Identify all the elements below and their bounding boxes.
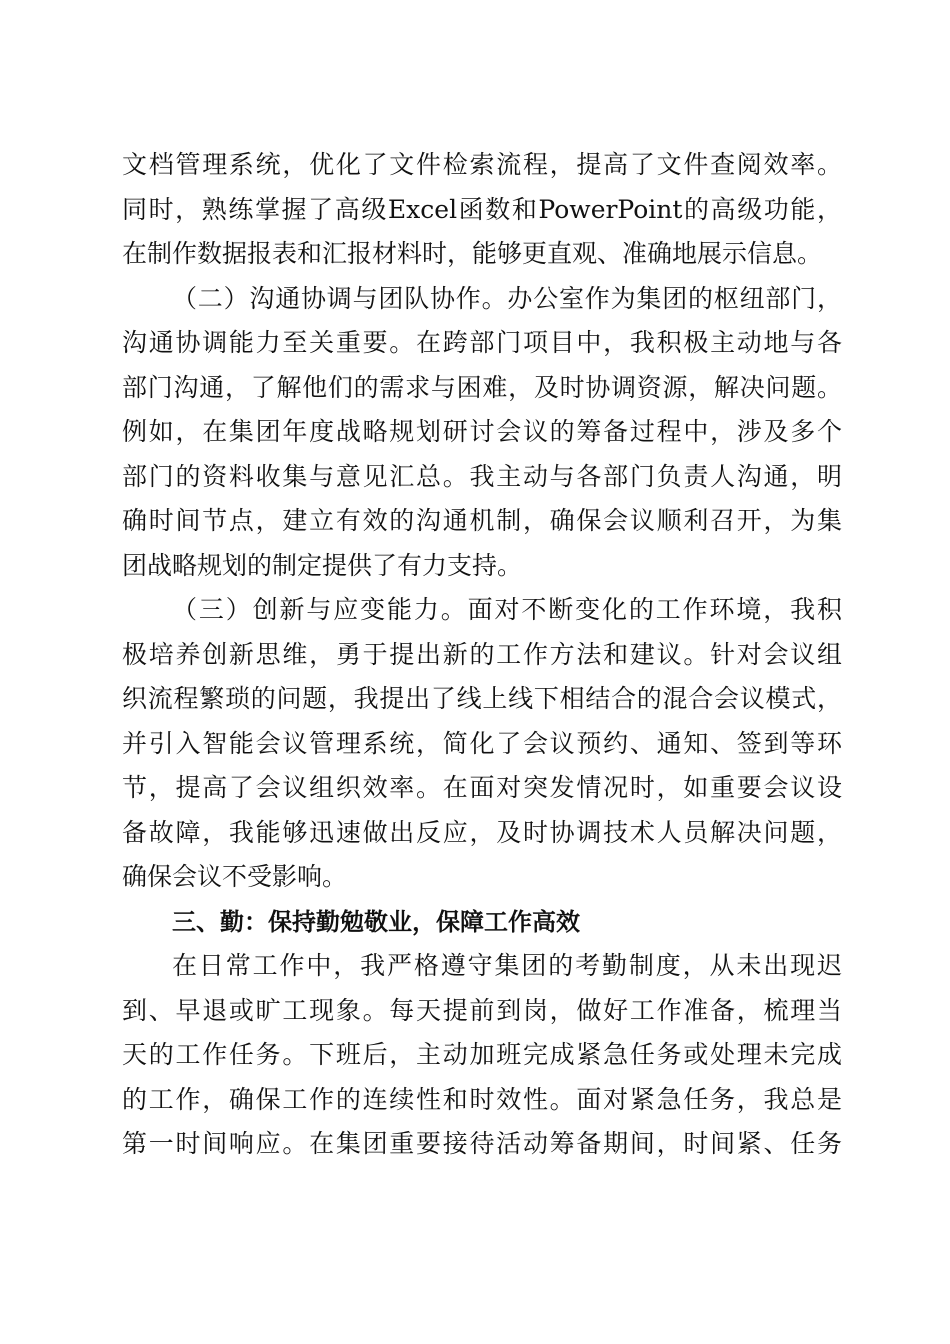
text-line: 文档管理系统，优化了文件检索流程，提高了文件查阅效率。	[122, 150, 842, 179]
text-line: 的工作，确保工作的连续性和时效性。面对紧急任务，我总是	[122, 1085, 842, 1114]
text-line: 确保会议不受影响。	[122, 862, 348, 891]
text-line: 部门的资料收集与意见汇总。我主动与各部门负责人沟通，明	[122, 462, 842, 491]
text-line: 到、早退或旷工现象。每天提前到岗，做好工作准备，梳理当	[122, 996, 842, 1025]
text-line: 并引入智能会议管理系统，简化了会议预约、通知、签到等环	[122, 729, 842, 758]
text-line: 部门沟通，了解他们的需求与困难，及时协调资源，解决问题。	[122, 373, 842, 402]
text-line: 备故障，我能够迅速做出反应，及时协调技术人员解决问题，	[122, 818, 842, 847]
section-subheading-line: （二）沟通协调与团队协作。办公室作为集团的枢纽部门，	[172, 284, 842, 313]
text-line: 织流程繁琐的问题，我提出了线上线下相结合的混合会议模式，	[122, 684, 842, 713]
text-line: 例如，在集团年度战略规划研讨会议的筹备过程中，涉及多个	[122, 417, 842, 446]
section-heading: 三、勤：保持勤勉敬业，保障工作高效	[172, 908, 580, 936]
text-line: 在制作数据报表和汇报材料时，能够更直观、准确地展示信息。	[122, 239, 823, 268]
text-line: 团战略规划的制定提供了有力支持。	[122, 551, 523, 580]
text-line: 第一时间响应。在集团重要接待活动筹备期间，时间紧、任务	[122, 1129, 842, 1158]
text-line: 在日常工作中，我严格遵守集团的考勤制度，从未出现迟	[172, 951, 842, 980]
text-line: 极培养创新思维，勇于提出新的工作方法和建议。针对会议组	[122, 640, 842, 669]
section-subheading-line: （三）创新与应变能力。面对不断变化的工作环境，我积	[172, 595, 842, 624]
text-line: 确时间节点，建立有效的沟通机制，确保会议顺利召开，为集	[122, 506, 842, 535]
text-line: 节，提高了会议组织效率。在面对突发情况时，如重要会议设	[122, 773, 842, 802]
text-line: 沟通协调能力至关重要。在跨部门项目中，我积极主动地与各	[122, 328, 842, 357]
text-line: 天的工作任务。下班后，主动加班完成紧急任务或处理未完成	[122, 1040, 842, 1069]
text-line: 同时，熟练掌握了高级Excel函数和PowerPoint的高级功能，	[122, 195, 842, 224]
